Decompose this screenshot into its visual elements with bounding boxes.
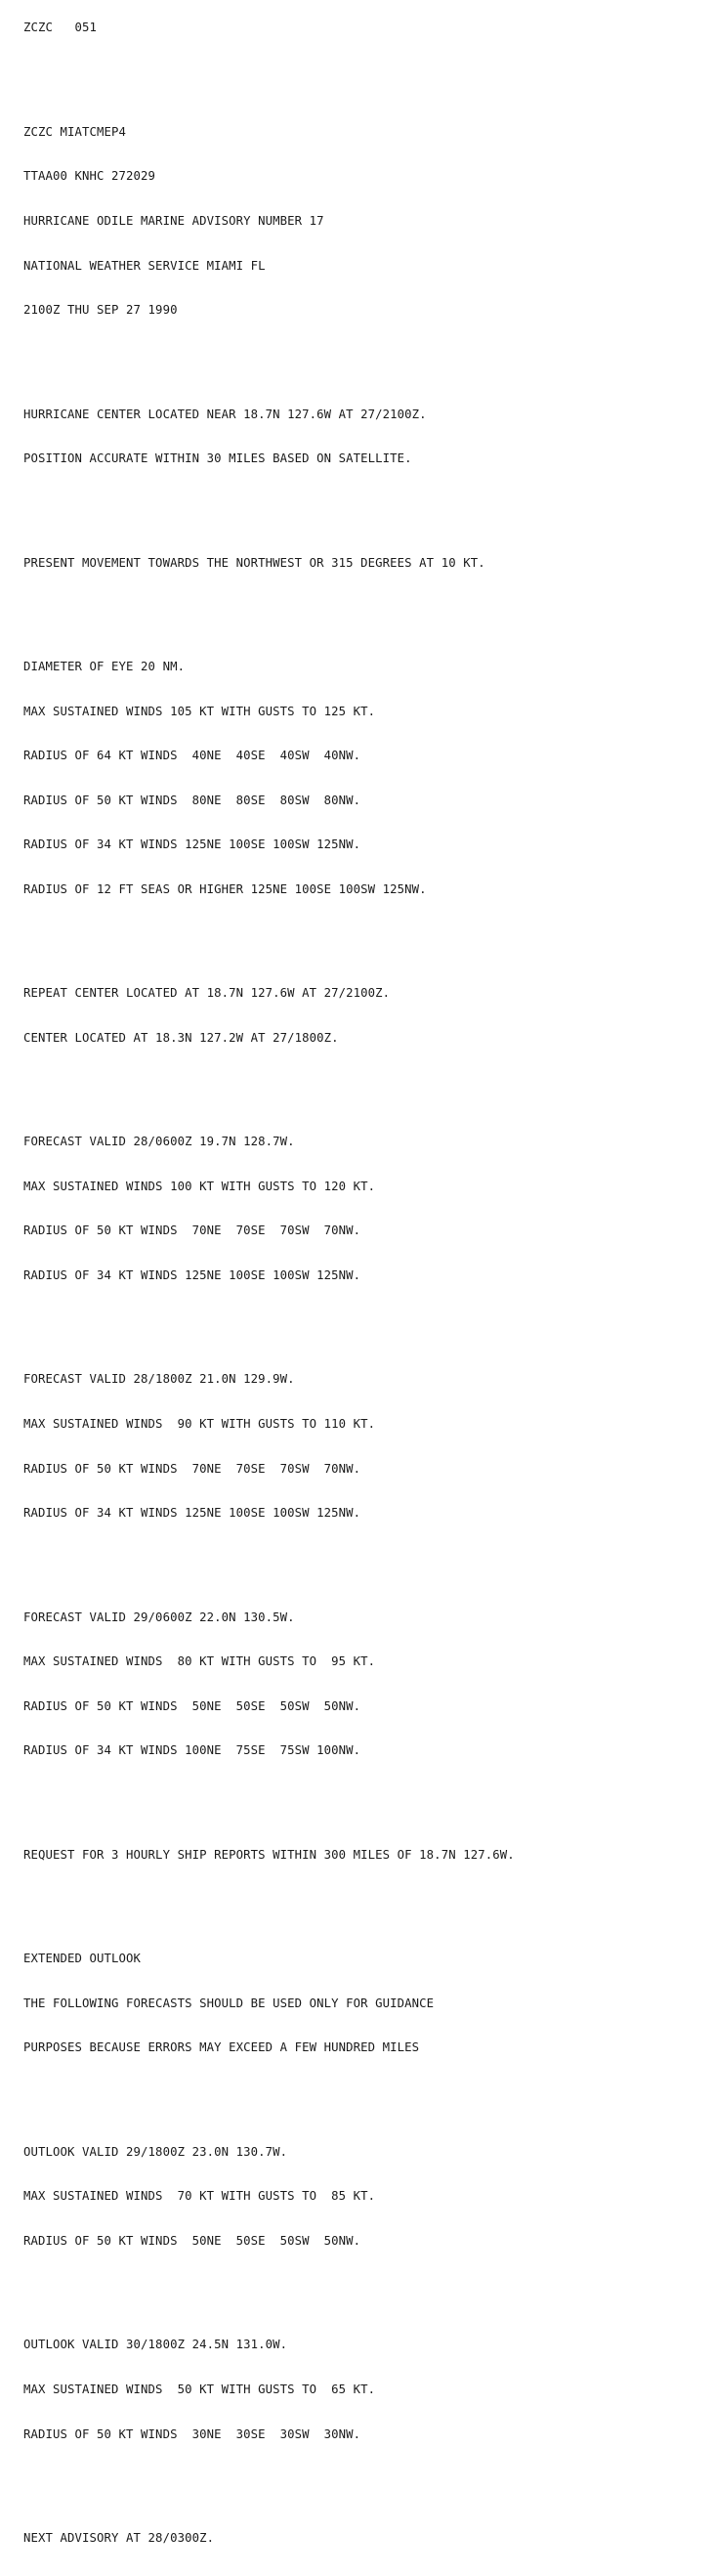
extended-line-1: EXTENDED OUTLOOK [23, 1952, 142, 1966]
marine-advisory-text [23, 0, 515, 2576]
current-line-5: RADIUS OF 34 KT WINDS 125NE 100SE 100SW 125NW. [23, 837, 361, 852]
advisory-title: HURRICANE ODILE MARINE ADVISORY NUMBER 17 [23, 213, 324, 228]
position-line-1: HURRICANE CENTER LOCATED NEAR 18.7N 127.6W AT 27/2100Z. [23, 407, 427, 421]
blank-line [23, 2471, 515, 2486]
outlook1-line-3: RADIUS OF 50 KT WINDS 50NE 50SE 50SW 50NW. [23, 2233, 361, 2248]
header-cut-line: ZCZC 051 [23, 21, 98, 35]
blank-line [23, 496, 515, 511]
extended-line-3: PURPOSES BECAUSE ERRORS MAY EXCEED A FEW HUNDRED MILES [23, 2040, 420, 2055]
blank-line [23, 2279, 515, 2294]
outlook2-line-2: MAX SUSTAINED WINDS 50 KT WITH GUSTS TO 65 KT. [23, 2382, 376, 2396]
blank-line [23, 1788, 515, 1803]
outlook2-line-3: RADIUS OF 50 KT WINDS 30NE 30SE 30SW 30NW. [23, 2426, 361, 2441]
blank-line [23, 1075, 515, 1090]
movement-line: PRESENT MOVEMENT TOWARDS THE NORTHWEST OR 315 DEGREES AT 10 KT. [23, 555, 485, 570]
blank-line [23, 600, 515, 615]
forecast3-line-2: MAX SUSTAINED WINDS 80 KT WITH GUSTS TO 95 KT. [23, 1654, 376, 1669]
issuing-office: NATIONAL WEATHER SERVICE MIAMI FL [23, 258, 266, 273]
current-line-6: RADIUS OF 12 FT SEAS OR HIGHER 125NE 100SE 100SW 125NW. [23, 881, 427, 896]
outlook2-line-1: OUTLOOK VALID 30/1800Z 24.5N 131.0W. [23, 2338, 288, 2352]
current-line-2: MAX SUSTAINED WINDS 105 KT WITH GUSTS TO 125 KT. [23, 704, 376, 718]
issue-time: 2100Z THU SEP 27 1990 [23, 303, 178, 318]
current-line-4: RADIUS OF 50 KT WINDS 80NE 80SE 80SW 80NW. [23, 793, 361, 807]
blank-line [23, 927, 515, 942]
position-line-2: POSITION ACCURATE WITHIN 30 MILES BASED ON SATELLITE. [23, 451, 412, 466]
current-line-1: DIAMETER OF EYE 20 NM. [23, 659, 186, 673]
forecast3-line-4: RADIUS OF 34 KT WINDS 100NE 75SE 75SW 100NW. [23, 1743, 361, 1758]
blank-line [23, 65, 515, 80]
current-line-3: RADIUS OF 64 KT WINDS 40NE 40SE 40SW 40NW. [23, 749, 361, 763]
header-line-2: TTAA00 KNHC 272029 [23, 169, 156, 184]
outlook1-line-1: OUTLOOK VALID 29/1800Z 23.0N 130.7W. [23, 2144, 288, 2159]
header-line-1: ZCZC MIATCMEP4 [23, 124, 127, 139]
forecast1-line-3: RADIUS OF 50 KT WINDS 70NE 70SE 70SW 70NW. [23, 1224, 361, 1238]
forecast3-line-1: FORECAST VALID 29/0600Z 22.0N 130.5W. [23, 1610, 295, 1624]
forecast3-line-3: RADIUS OF 50 KT WINDS 50NE 50SE 50SW 50NW. [23, 1698, 361, 1713]
forecast2-line-4: RADIUS OF 34 KT WINDS 125NE 100SE 100SW 125NW. [23, 1506, 361, 1521]
request-line: REQUEST FOR 3 HOURLY SHIP REPORTS WITHIN 300 MILES OF 18.7N 127.6W. [23, 1847, 515, 1862]
forecast1-line-4: RADIUS OF 34 KT WINDS 125NE 100SE 100SW 125NW. [23, 1268, 361, 1283]
next-advisory: NEXT ADVISORY AT 28/0300Z. [23, 2530, 215, 2545]
blank-line [23, 348, 515, 363]
forecast2-line-2: MAX SUSTAINED WINDS 90 KT WITH GUSTS TO 110 KT. [23, 1417, 376, 1432]
repeat-line-1: REPEAT CENTER LOCATED AT 18.7N 127.6W AT 27/2100Z. [23, 986, 391, 1001]
forecast2-line-1: FORECAST VALID 28/1800Z 21.0N 129.9W. [23, 1372, 295, 1387]
repeat-line-2: CENTER LOCATED AT 18.3N 127.2W AT 27/1800Z. [23, 1030, 339, 1045]
blank-line [23, 1313, 515, 1328]
extended-line-2: THE FOLLOWING FORECASTS SHOULD BE USED ONLY FOR GUIDANCE [23, 1996, 435, 2010]
outlook1-line-2: MAX SUSTAINED WINDS 70 KT WITH GUSTS TO 85 KT. [23, 2189, 376, 2204]
forecast1-line-2: MAX SUSTAINED WINDS 100 KT WITH GUSTS TO 120 KT. [23, 1179, 376, 1193]
blank-line [23, 2085, 515, 2100]
forecast1-line-1: FORECAST VALID 28/0600Z 19.7N 128.7W. [23, 1135, 295, 1149]
forecast2-line-3: RADIUS OF 50 KT WINDS 70NE 70SE 70SW 70NW. [23, 1461, 361, 1476]
blank-line [23, 1551, 515, 1566]
blank-line [23, 1892, 515, 1907]
